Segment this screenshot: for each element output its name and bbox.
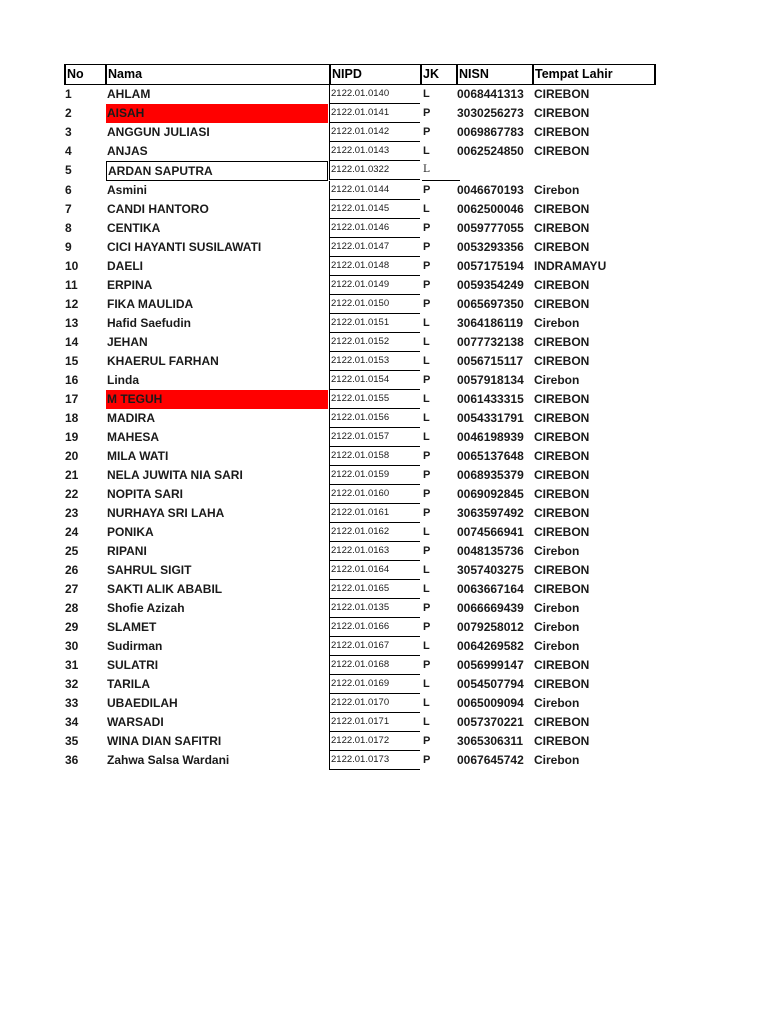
cell-nipd: 2122.01.0146 [329, 219, 420, 238]
cell-nama: DAELI [107, 259, 143, 273]
cell-tempat-lahir: CIREBON [534, 392, 590, 406]
cell-nipd: 2122.01.0159 [329, 466, 420, 485]
cell-jk: L [423, 716, 430, 728]
cell-nipd: 2122.01.0160 [329, 485, 420, 504]
cell-nisn: 0057918134 [457, 373, 524, 387]
cell-no: 32 [65, 677, 79, 691]
cell-tempat-lahir: CIREBON [534, 449, 590, 463]
cell-jk: P [423, 260, 431, 272]
table-row [64, 161, 656, 181]
cell-tempat-lahir: CIREBON [534, 297, 590, 311]
cell-jk: P [423, 374, 431, 386]
table-row [64, 200, 656, 219]
cell-nipd: 2122.01.0161 [329, 504, 420, 523]
cell-no: 5 [65, 163, 72, 177]
table-row [64, 466, 656, 485]
cell-no: 4 [65, 144, 72, 158]
table-row [64, 276, 656, 295]
cell-nisn: 0066669439 [457, 601, 524, 615]
cell-tempat-lahir: CIREBON [534, 734, 590, 748]
table-row [64, 238, 656, 257]
cell-nama: M TEGUH [106, 390, 328, 409]
cell-no: 31 [65, 658, 79, 672]
cell-tempat-lahir: CIREBON [534, 125, 590, 139]
cell-jk: L [423, 431, 430, 443]
cell-no: 19 [65, 430, 79, 444]
cell-tempat-lahir: CIREBON [534, 87, 590, 101]
cell-nama: NELA JUWITA NIA SARI [107, 468, 243, 482]
cell-jk: P [423, 507, 431, 519]
cell-nama: ARDAN SAPUTRA [106, 161, 328, 181]
cell-no: 34 [65, 715, 79, 729]
cell-no: 3 [65, 125, 72, 139]
cell-no: 29 [65, 620, 79, 634]
cell-nipd: 2122.01.0144 [329, 181, 420, 200]
cell-nisn: 0053293356 [457, 240, 524, 254]
cell-nama: ERPINA [107, 278, 153, 292]
cell-tempat-lahir: CIREBON [534, 202, 590, 216]
cell-nipd: 2122.01.0173 [329, 751, 420, 770]
table-row [64, 561, 656, 580]
cell-nisn: 0064269582 [457, 639, 524, 653]
cell-tempat-lahir: Cirebon [534, 620, 580, 634]
cell-nisn [457, 161, 534, 180]
cell-nama: AISAH [106, 104, 328, 123]
cell-nisn: 0057175194 [457, 259, 524, 273]
header-jk: JK [423, 67, 439, 81]
cell-jk: P [423, 488, 431, 500]
cell-nama: FIKA MAULIDA [107, 297, 194, 311]
cell-nisn: 0065137648 [457, 449, 524, 463]
cell-no: 15 [65, 354, 79, 368]
table-row [64, 85, 656, 104]
cell-nisn: 0068935379 [457, 468, 524, 482]
cell-nipd: 2122.01.0143 [329, 142, 420, 161]
cell-no: 9 [65, 240, 72, 254]
cell-nipd: 2122.01.0154 [329, 371, 420, 390]
cell-nisn: 3057403275 [457, 563, 524, 577]
cell-jk: P [423, 602, 431, 614]
header-nama: Nama [108, 67, 143, 81]
cell-nisn: 0065009094 [457, 696, 524, 710]
cell-tempat-lahir: CIREBON [534, 411, 590, 425]
cell-nipd: 2122.01.0162 [329, 523, 420, 542]
cell-nipd: 2122.01.0155 [329, 390, 420, 409]
cell-nama: SAHRUL SIGIT [107, 563, 192, 577]
cell-tempat-lahir: Cirebon [534, 696, 580, 710]
cell-jk: P [423, 298, 431, 310]
cell-nipd: 2122.01.0163 [329, 542, 420, 561]
cell-tempat-lahir: Cirebon [534, 639, 580, 653]
cell-nipd: 2122.01.0140 [329, 85, 420, 104]
cell-nama: Hafid Saefudin [107, 316, 192, 330]
cell-tempat-lahir: CIREBON [534, 487, 590, 501]
table-row [64, 485, 656, 504]
cell-nama: RIPANI [107, 544, 147, 558]
cell-tempat-lahir: CIREBON [534, 240, 590, 254]
cell-nisn: 3063597492 [457, 506, 524, 520]
cell-no: 7 [65, 202, 72, 216]
cell-jk: P [423, 107, 431, 119]
cell-nisn: 0062500046 [457, 202, 524, 216]
cell-nama: KHAERUL FARHAN [107, 354, 219, 368]
cell-nisn: 3030256273 [457, 106, 524, 120]
table-row [64, 751, 656, 770]
cell-jk: P [423, 126, 431, 138]
cell-nisn: 0054507794 [457, 677, 524, 691]
table-row [64, 352, 656, 371]
cell-no: 12 [65, 297, 79, 311]
table-row [64, 257, 656, 276]
table-row [64, 409, 656, 428]
cell-jk: L [423, 145, 430, 157]
cell-nisn: 0065697350 [457, 297, 524, 311]
cell-tempat-lahir: CIREBON [534, 715, 590, 729]
cell-nipd: 2122.01.0152 [329, 333, 420, 352]
cell-nama: Linda [107, 373, 139, 387]
table-row [64, 713, 656, 732]
cell-tempat-lahir: CIREBON [534, 468, 590, 482]
cell-tempat-lahir: CIREBON [534, 525, 590, 539]
table-row [64, 656, 656, 675]
cell-nisn: 0067645742 [457, 753, 524, 767]
cell-tempat-lahir: Cirebon [534, 601, 580, 615]
cell-jk: L [423, 564, 430, 576]
cell-jk: L [423, 88, 430, 100]
table-row [64, 599, 656, 618]
cell-jk: P [423, 659, 431, 671]
cell-nipd: 2122.01.0167 [329, 637, 420, 656]
cell-nisn: 0046670193 [457, 183, 524, 197]
cell-no: 22 [65, 487, 79, 501]
cell-nama: WARSADI [107, 715, 164, 729]
cell-no: 26 [65, 563, 79, 577]
cell-nama: ANGGUN JULIASI [107, 125, 210, 139]
cell-jk: P [423, 184, 431, 196]
cell-nisn: 0069867783 [457, 125, 524, 139]
cell-nisn: 0068441313 [457, 87, 524, 101]
cell-nipd: 2122.01.0148 [329, 257, 420, 276]
table-row [64, 333, 656, 352]
cell-tempat-lahir: CIREBON [534, 430, 590, 444]
table-row [64, 295, 656, 314]
cell-tempat-lahir: Cirebon [534, 183, 580, 197]
cell-jk: L [423, 355, 430, 367]
cell-jk: L [423, 412, 430, 424]
cell-tempat-lahir: CIREBON [534, 582, 590, 596]
table-row [64, 694, 656, 713]
table-row [64, 618, 656, 637]
cell-nisn: 0061433315 [457, 392, 524, 406]
cell-nisn: 0059354249 [457, 278, 524, 292]
cell-tempat-lahir: CIREBON [534, 335, 590, 349]
table-row [64, 504, 656, 523]
table-row [64, 428, 656, 447]
cell-jk: P [423, 450, 431, 462]
header-nipd: NIPD [332, 67, 362, 81]
table-row [64, 142, 656, 161]
table-row [64, 219, 656, 238]
table-header [64, 64, 656, 85]
table-row [64, 523, 656, 542]
table-row [64, 675, 656, 694]
table-row [64, 104, 656, 123]
cell-nipd: 2122.01.0153 [329, 352, 420, 371]
cell-nipd: 2122.01.0142 [329, 123, 420, 142]
cell-nipd: 2122.01.0164 [329, 561, 420, 580]
cell-nisn: 0046198939 [457, 430, 524, 444]
cell-tempat-lahir: Cirebon [534, 373, 580, 387]
cell-nisn: 0077732138 [457, 335, 524, 349]
cell-nisn: 0074566941 [457, 525, 524, 539]
cell-tempat-lahir: CIREBON [534, 658, 590, 672]
cell-no: 18 [65, 411, 79, 425]
cell-no: 21 [65, 468, 79, 482]
cell-no: 16 [65, 373, 79, 387]
cell-tempat-lahir: CIREBON [534, 506, 590, 520]
cell-nipd: 2122.01.0170 [329, 694, 420, 713]
cell-jk: L [423, 678, 430, 690]
cell-nisn: 3065306311 [457, 734, 524, 748]
cell-jk: L [423, 317, 430, 329]
cell-nipd: 2122.01.0168 [329, 656, 420, 675]
cell-tempat-lahir: CIREBON [534, 563, 590, 577]
cell-nipd: 2122.01.0156 [329, 409, 420, 428]
cell-jk: P [423, 621, 431, 633]
cell-nama: NURHAYA SRI LAHA [107, 506, 225, 520]
cell-no: 1 [65, 87, 72, 101]
cell-nama: CICI HAYANTI SUSILAWATI [107, 240, 262, 254]
cell-no: 2 [65, 106, 72, 120]
cell-nipd: 2122.01.0171 [329, 713, 420, 732]
cell-nipd: 2122.01.0322 [329, 161, 420, 180]
cell-nama: SAKTI ALIK ABABIL [107, 582, 223, 596]
cell-no: 25 [65, 544, 79, 558]
cell-nama: NOPITA SARI [107, 487, 184, 501]
table-row [64, 314, 656, 333]
cell-no: 17 [65, 392, 79, 406]
cell-nipd: 2122.01.0150 [329, 295, 420, 314]
cell-nisn: 0056999147 [457, 658, 524, 672]
cell-jk: P [423, 469, 431, 481]
cell-nama: Sudirman [107, 639, 163, 653]
cell-no: 14 [65, 335, 79, 349]
table-row [64, 542, 656, 561]
cell-no: 23 [65, 506, 79, 520]
cell-no: 27 [65, 582, 79, 596]
cell-tempat-lahir: CIREBON [534, 354, 590, 368]
cell-nisn: 0069092845 [457, 487, 524, 501]
cell-tempat-lahir: Cirebon [534, 544, 580, 558]
cell-nisn: 3064186119 [457, 316, 524, 330]
cell-nipd: 2122.01.0151 [329, 314, 420, 333]
cell-nisn: 0057370221 [457, 715, 524, 729]
cell-tempat-lahir [534, 161, 644, 180]
cell-nama: Zahwa Salsa Wardani [107, 753, 230, 767]
cell-nipd: 2122.01.0158 [329, 447, 420, 466]
cell-jk: L [422, 161, 460, 181]
cell-tempat-lahir: Cirebon [534, 316, 580, 330]
table-row [64, 390, 656, 409]
cell-no: 24 [65, 525, 79, 539]
cell-nipd: 2122.01.0166 [329, 618, 420, 637]
cell-nisn: 0079258012 [457, 620, 524, 634]
cell-no: 30 [65, 639, 79, 653]
table-row [64, 580, 656, 599]
cell-nama: CENTIKA [107, 221, 161, 235]
cell-nipd: 2122.01.0172 [329, 732, 420, 751]
cell-tempat-lahir: CIREBON [534, 677, 590, 691]
cell-nama: TARILA [107, 677, 151, 691]
cell-jk: L [423, 640, 430, 652]
cell-tempat-lahir: CIREBON [534, 144, 590, 158]
cell-nipd: 2122.01.0147 [329, 238, 420, 257]
cell-jk: P [423, 545, 431, 557]
cell-nipd: 2122.01.0145 [329, 200, 420, 219]
cell-nisn: 0056715117 [457, 354, 524, 368]
header-tempat-lahir: Tempat Lahir [535, 67, 613, 81]
cell-nama: SLAMET [107, 620, 157, 634]
cell-jk: L [423, 583, 430, 595]
cell-nama: MILA WATI [107, 449, 169, 463]
cell-nisn: 0048135736 [457, 544, 524, 558]
cell-jk: L [423, 526, 430, 538]
cell-nama: SULATRI [107, 658, 159, 672]
cell-no: 8 [65, 221, 72, 235]
cell-nisn: 0063667164 [457, 582, 524, 596]
table-row [64, 637, 656, 656]
cell-nama: MADIRA [107, 411, 155, 425]
header-nisn: NISN [459, 67, 489, 81]
cell-nama: PONIKA [107, 525, 154, 539]
cell-jk: L [423, 697, 430, 709]
cell-no: 11 [65, 278, 78, 292]
cell-nama: UBAEDILAH [107, 696, 178, 710]
cell-no: 28 [65, 601, 79, 615]
cell-tempat-lahir: CIREBON [534, 278, 590, 292]
cell-nama: JEHAN [107, 335, 148, 349]
cell-jk: L [423, 393, 430, 405]
cell-jk: P [423, 241, 431, 253]
cell-nisn: 0054331791 [457, 411, 524, 425]
cell-nisn: 0062524850 [457, 144, 524, 158]
cell-nama: MAHESA [107, 430, 160, 444]
table-row [64, 371, 656, 390]
cell-jk: L [423, 203, 430, 215]
cell-nipd: 2122.01.0169 [329, 675, 420, 694]
cell-nisn: 0059777055 [457, 221, 524, 235]
cell-no: 20 [65, 449, 79, 463]
cell-jk: L [423, 336, 430, 348]
cell-jk: P [423, 735, 431, 747]
table-row [64, 447, 656, 466]
cell-tempat-lahir: CIREBON [534, 106, 590, 120]
cell-tempat-lahir: INDRAMAYU [534, 259, 607, 273]
header-no: No [67, 67, 84, 81]
cell-tempat-lahir: CIREBON [534, 221, 590, 235]
cell-no: 36 [65, 753, 79, 767]
cell-nipd: 2122.01.0135 [329, 599, 420, 618]
table-row [64, 123, 656, 142]
cell-tempat-lahir: Cirebon [534, 753, 580, 767]
cell-no: 33 [65, 696, 79, 710]
cell-no: 6 [65, 183, 72, 197]
cell-jk: P [423, 754, 431, 766]
student-table [64, 64, 656, 770]
table-row [64, 181, 656, 200]
cell-nama: CANDI HANTORO [107, 202, 209, 216]
table-body [64, 85, 656, 770]
cell-no: 35 [65, 734, 79, 748]
cell-nama: WINA DIAN SAFITRI [107, 734, 222, 748]
cell-nama: Shofie Azizah [107, 601, 185, 615]
cell-jk: P [423, 222, 431, 234]
cell-nama: ANJAS [107, 144, 148, 158]
cell-no: 10 [65, 259, 79, 273]
table-row [64, 732, 656, 751]
cell-nipd: 2122.01.0149 [329, 276, 420, 295]
cell-nipd: 2122.01.0141 [329, 104, 420, 123]
cell-no: 13 [65, 316, 79, 330]
cell-nama: AHLAM [107, 87, 151, 101]
cell-nipd: 2122.01.0165 [329, 580, 420, 599]
cell-nipd: 2122.01.0157 [329, 428, 420, 447]
cell-nama: Asmini [107, 183, 148, 197]
cell-jk: P [423, 279, 431, 291]
